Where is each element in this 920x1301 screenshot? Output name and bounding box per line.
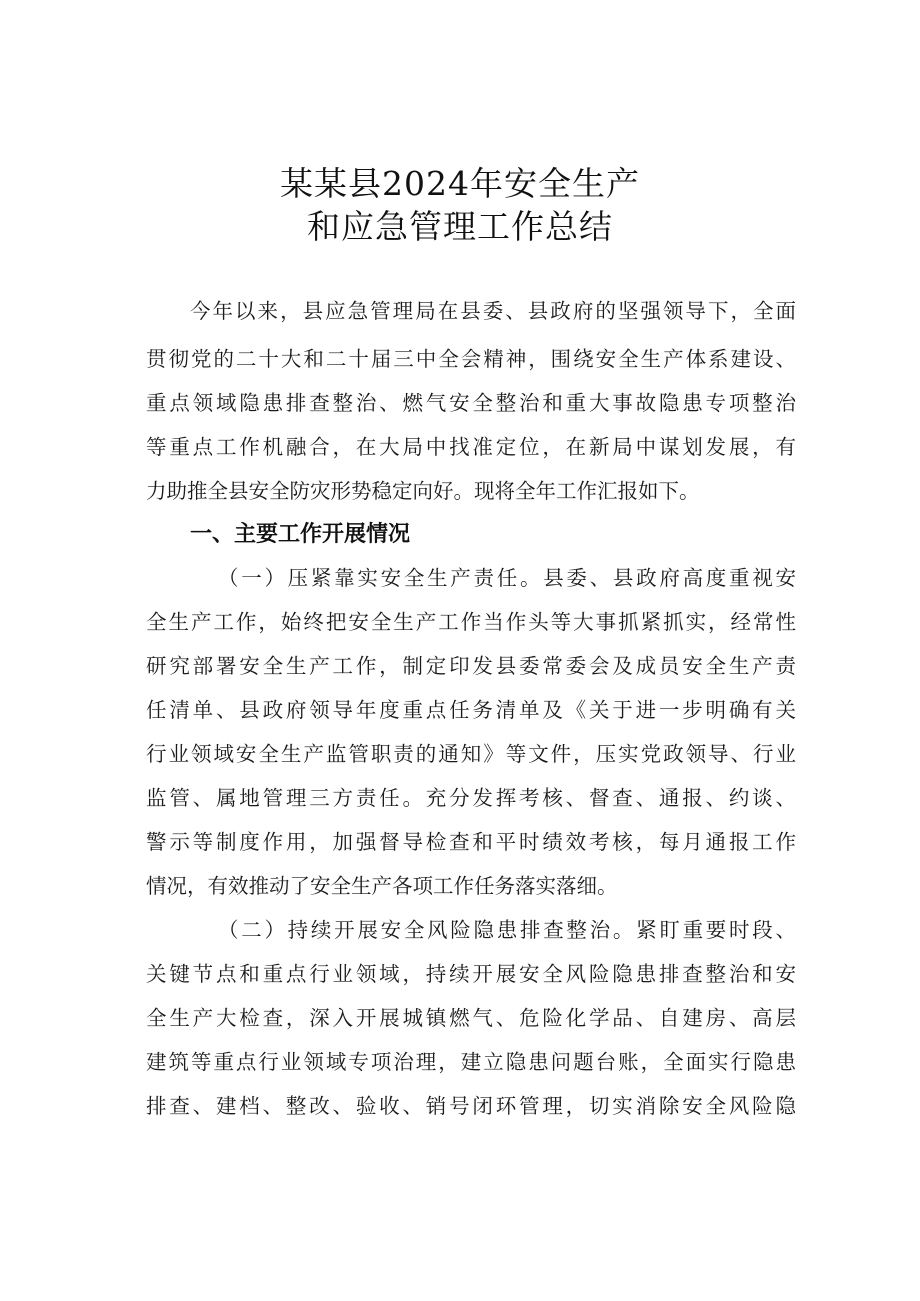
document-title-line-2: 和应急管理工作总结 [307, 207, 613, 246]
intro-line: 等重点工作机融合，在大局中找准定位，在新局中谋划发展，有 [146, 435, 796, 459]
intro-line: 今年以来，县应急管理局在县委、县政府的坚强领导下，全面 [190, 299, 796, 323]
intro-line: 贯彻党的二十大和二十届三中全会精神，围绕安全生产体系建设、 [146, 347, 796, 371]
para2-line: 排查、建档、整改、验收、销号闭环管理，切实消除安全风险隐 [146, 1094, 796, 1118]
para2-line: 建筑等重点行业领域专项治理，建立隐患问题台账，全面实行隐患 [146, 1050, 796, 1074]
section-heading: 一、主要工作开展情况 [190, 522, 411, 547]
para1-line: （一）压紧靠实安全生产责任。县委、县政府高度重视安 [218, 566, 796, 590]
para1-line: 警示等制度作用，加强督导检查和平时绩效考核，每月通报工作 [146, 830, 796, 854]
para1-line: 监管、属地管理三方责任。充分发挥考核、督查、通报、约谈、 [146, 786, 796, 810]
intro-line: 力助推全县安全防灾形势稳定向好。现将全年工作汇报如下。 [146, 479, 700, 503]
para1-line: 全生产工作，始终把安全生产工作当作头等大事抓紧抓实，经常性 [146, 610, 796, 634]
para1-line: 研究部署安全生产工作，制定印发县委常委会及成员安全生产责 [146, 654, 796, 678]
document-title-line-1: 某某县2024年安全生产 [280, 164, 640, 203]
para2-line: 关键节点和重点行业领域，持续开展安全风险隐患排查整治和安 [146, 962, 796, 986]
para2-line: （二）持续开展安全风险隐患排查整治。紧盯重要时段、 [218, 918, 796, 942]
para1-line: 任清单、县政府领导年度重点任务清单及《关于进一步明确有关 [146, 698, 796, 722]
para1-line: 情况，有效推动了安全生产各项工作任务落实落细。 [146, 874, 618, 898]
para1-line: 行业领域安全生产监管职责的通知》等文件，压实党政领导、行业 [146, 742, 796, 766]
para2-line: 全生产大检查，深入开展城镇燃气、危险化学品、自建房、高层 [146, 1006, 796, 1030]
intro-line: 重点领域隐患排查整治、燃气安全整治和重大事故隐患专项整治 [146, 391, 796, 415]
